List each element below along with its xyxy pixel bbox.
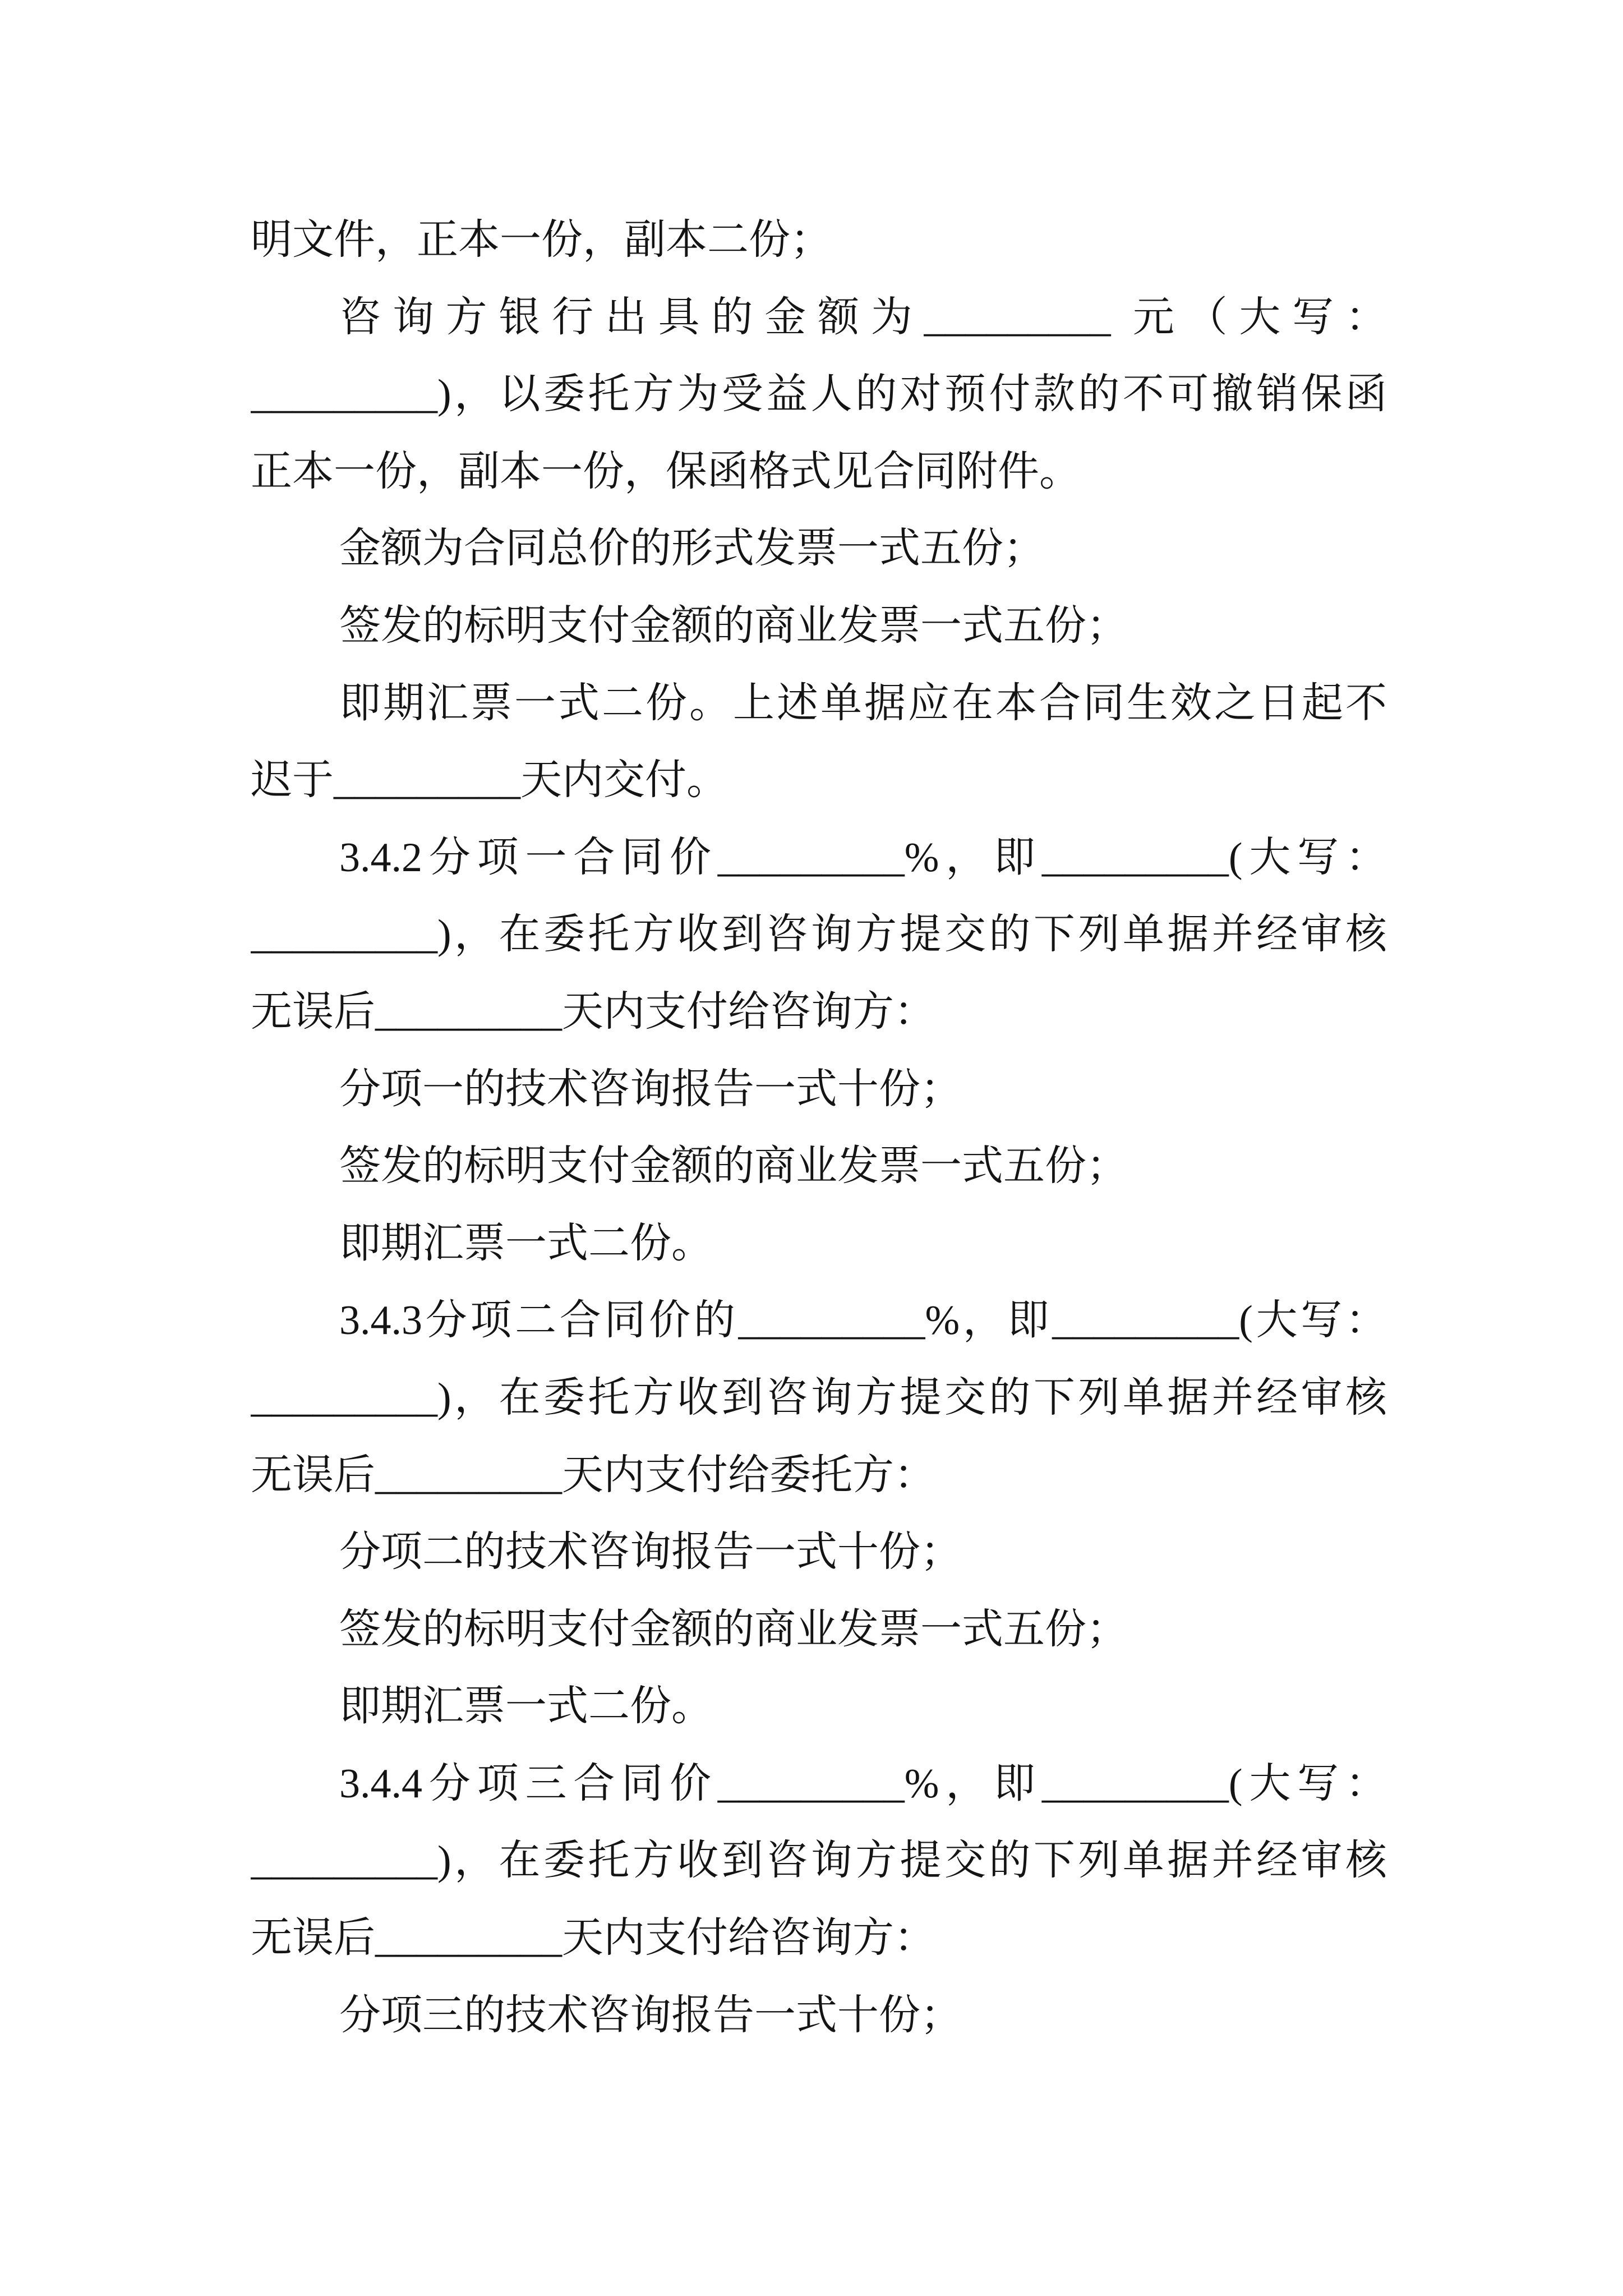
text-line: 无误后_________天内支付给咨询方： xyxy=(251,988,935,1035)
text-line: 即期汇票一式二份。上述单据应在本合同生效之日起不 xyxy=(339,680,1387,726)
paragraph-report-item-3 xyxy=(251,1977,1387,2055)
paragraph-commercial-invoice xyxy=(251,1591,1387,1669)
text-line: 3.4.4分项三合同价_________%，即_________(大写： xyxy=(339,1760,1387,1807)
paragraph-continued xyxy=(251,202,1387,279)
text-line: 无误后_________天内支付给委托方： xyxy=(251,1452,935,1498)
paragraph-report-item-1 xyxy=(251,1051,1387,1129)
paragraph-sight-draft xyxy=(251,1205,1387,1283)
body-text xyxy=(251,202,1387,2054)
text-line: 无误后_________天内支付给咨询方： xyxy=(251,1915,935,1962)
paragraph-commercial-invoice xyxy=(251,1128,1387,1205)
text-line: 即期汇票一式二份。 xyxy=(339,1683,713,1730)
text-line: _________)，在委托方收到咨询方提交的下列单据并经审核 xyxy=(251,1374,1387,1421)
text-line: 金额为合同总价的形式发票一式五份； xyxy=(339,526,1045,572)
text-line: 即期汇票一式二份。 xyxy=(339,1220,713,1267)
text-line: _________)，以委托方为受益人的对预付款的不可撤销保函 xyxy=(251,371,1387,418)
paragraph-report-item-2 xyxy=(251,1514,1387,1591)
text-line: 签发的标明支付金额的商业发票一式五份； xyxy=(339,1143,1128,1190)
text-line: _________)，在委托方收到咨询方提交的下列单据并经审核 xyxy=(251,912,1387,958)
text-line: 分项三的技术咨询报告一式十份； xyxy=(339,1992,962,2039)
clause-3-4-2 xyxy=(251,820,1387,1051)
paragraph-sight-draft xyxy=(251,665,1387,820)
text-line: 签发的标明支付金额的商业发票一式五份； xyxy=(339,1606,1128,1653)
text-line: 咨询方银行出具的金额为_________ 元（大写： xyxy=(339,294,1387,341)
paragraph-sight-draft xyxy=(251,1668,1387,1746)
paragraph-commercial-invoice xyxy=(251,588,1387,665)
text-line: 迟于_________天内交付。 xyxy=(251,757,728,804)
paragraph-proforma-invoice xyxy=(251,510,1387,588)
text-line: 明文件，正本一份，副本二份； xyxy=(251,217,832,263)
text-line: 3.4.2分项一合同价_________%，即_________(大写： xyxy=(339,834,1387,881)
paragraph-bank-guarantee xyxy=(251,279,1387,511)
text-line: 分项二的技术咨询报告一式十份； xyxy=(339,1529,962,1576)
clause-3-4-3 xyxy=(251,1282,1387,1514)
text-line: 分项一的技术咨询报告一式十份； xyxy=(339,1066,962,1112)
text-line: 正本一份，副本一份，保函格式见合同附件。 xyxy=(251,448,1081,495)
text-line: 签发的标明支付金额的商业发票一式五份； xyxy=(339,602,1128,649)
text-line: _________)，在委托方收到咨询方提交的下列单据并经审核 xyxy=(251,1838,1387,1884)
clause-3-4-4 xyxy=(251,1746,1387,1977)
text-line: 3.4.3分项二合同价的_________%，即_________(大写： xyxy=(339,1297,1387,1344)
